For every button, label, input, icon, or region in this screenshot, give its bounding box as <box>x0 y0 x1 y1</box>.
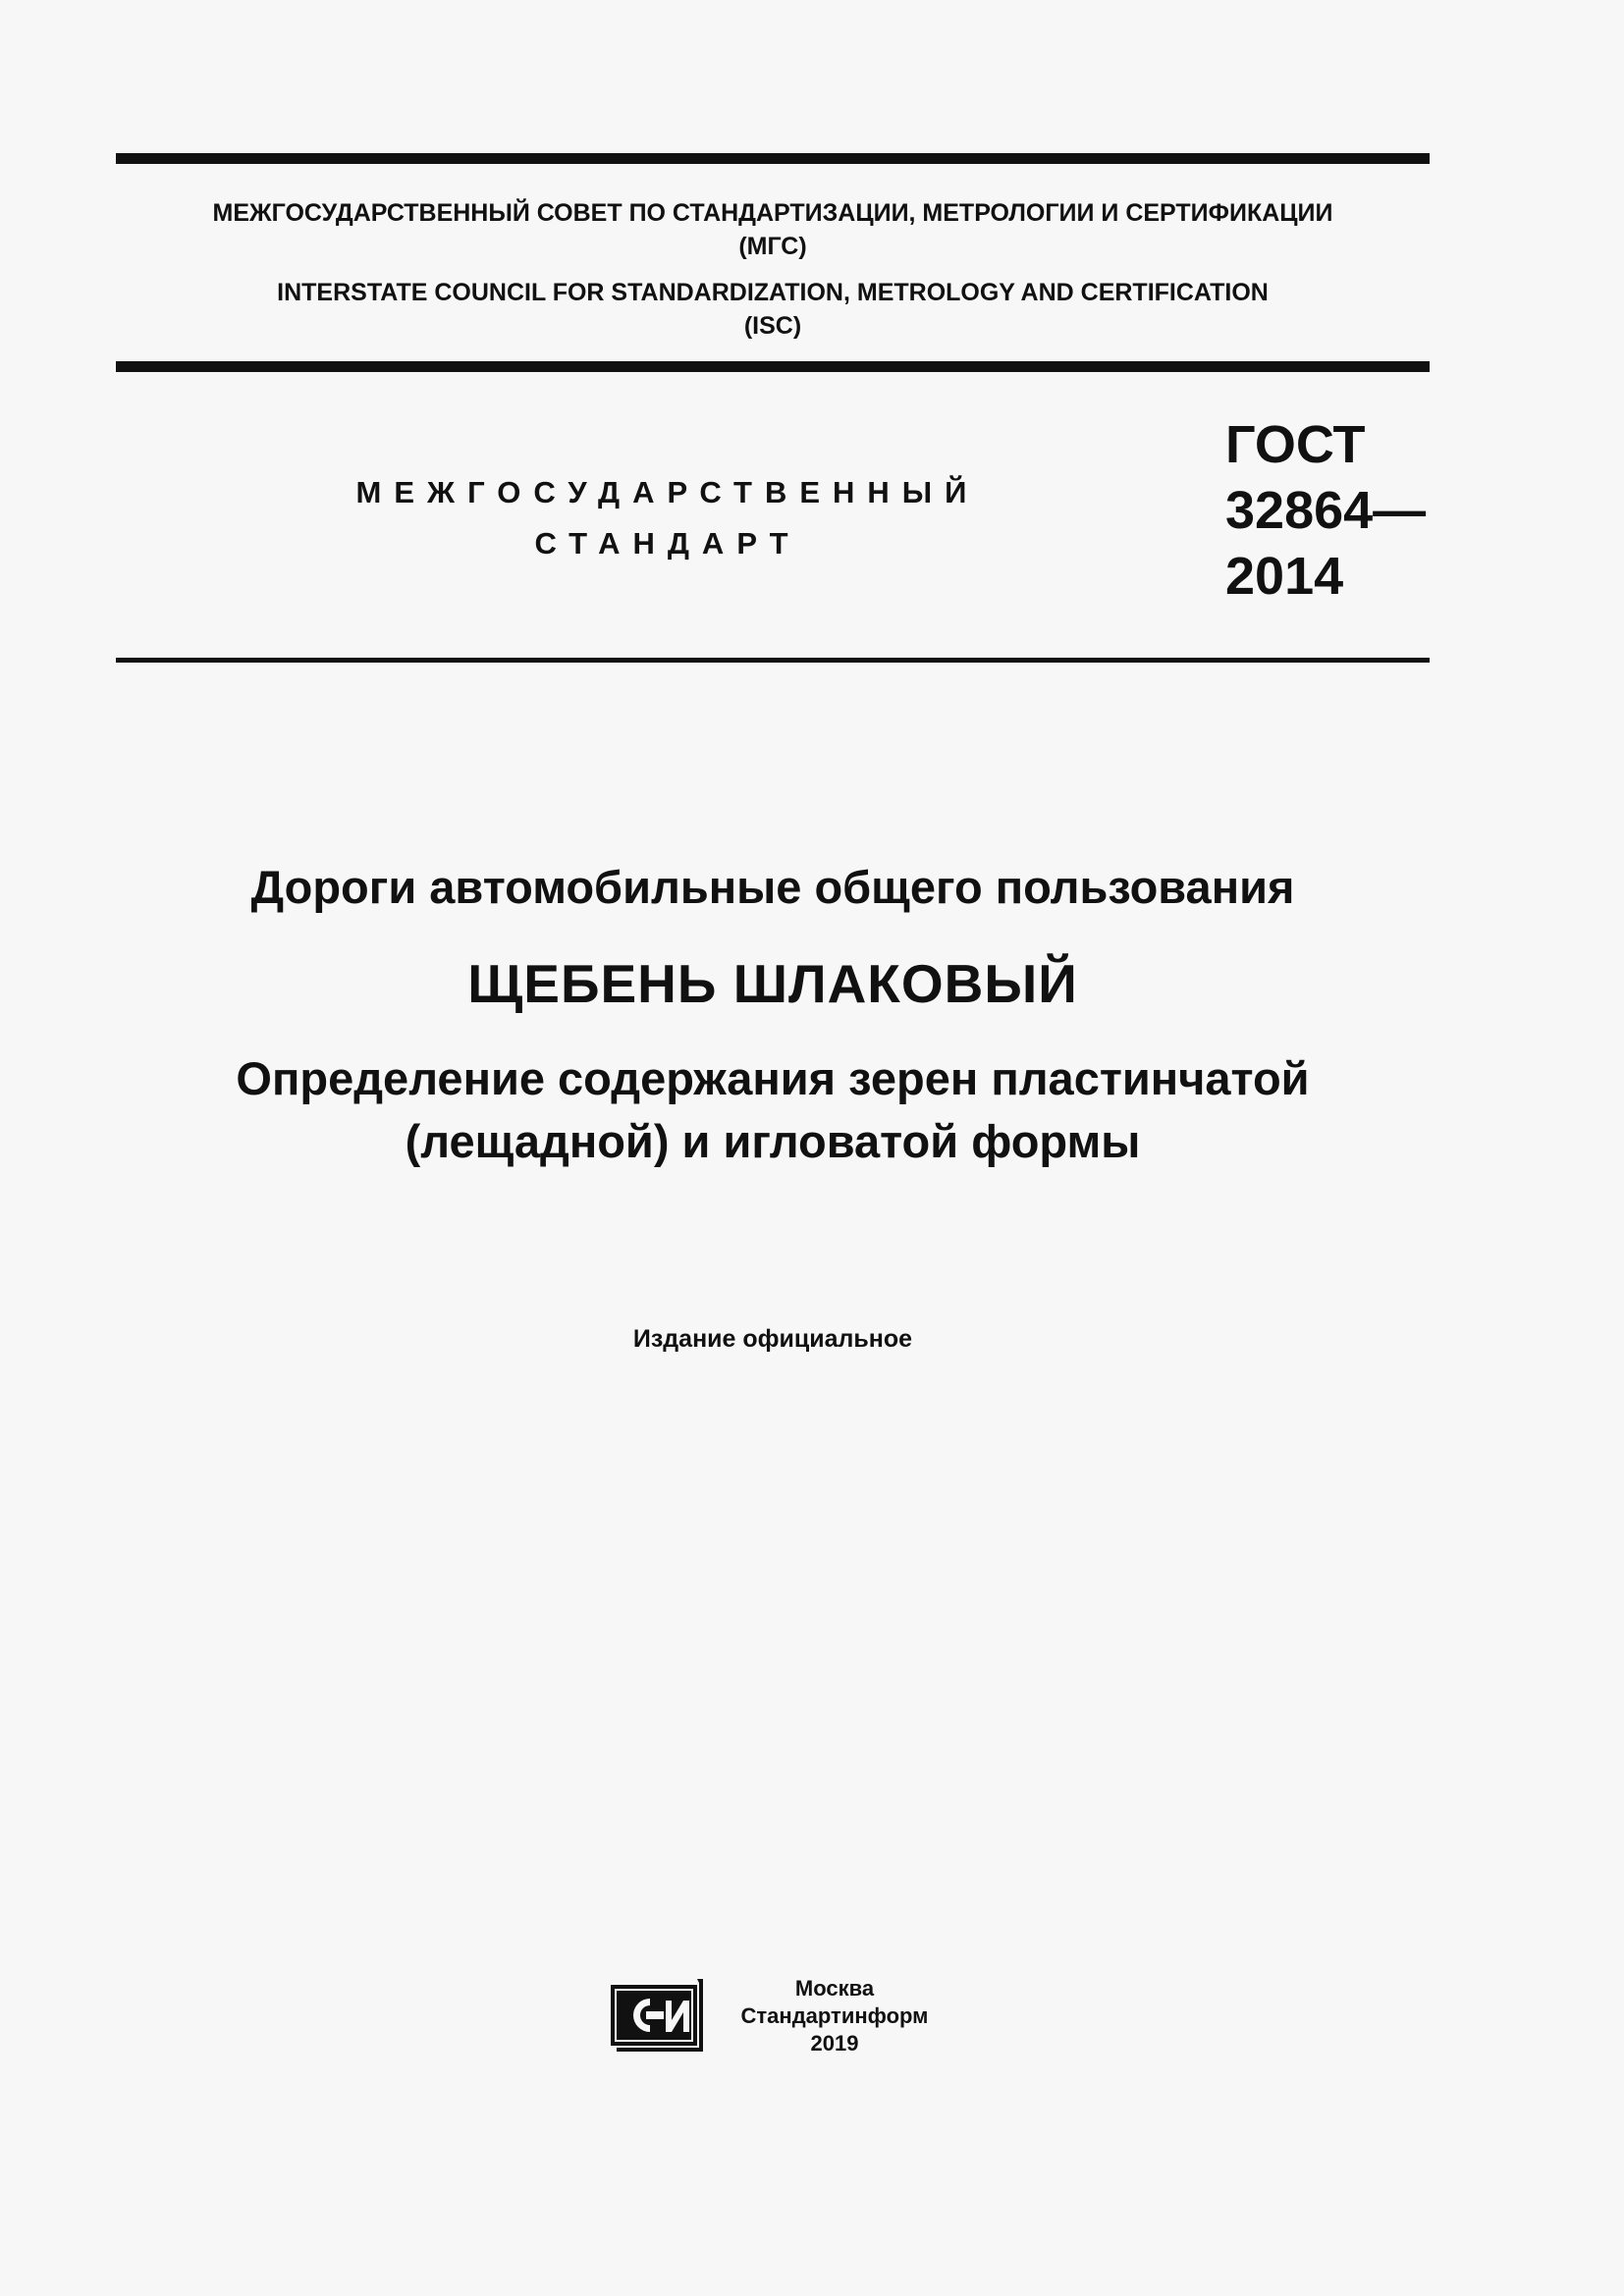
standard-designation <box>1225 412 1426 610</box>
title-main: ЩЕБЕНЬ ШЛАКОВЫЙ <box>467 953 1078 1014</box>
publisher-name: Стандартинформ <box>740 2003 929 2028</box>
top-rule <box>116 153 1430 164</box>
standard-type-line2: СТАНДАРТ <box>534 526 801 561</box>
standartinform-logo-icon <box>611 1979 703 2052</box>
standard-type-line1: МЕЖГОСУДАРСТВЕННЫЙ <box>355 475 980 509</box>
designation-line1: ГОСТ <box>1225 415 1366 474</box>
title-sub-line1: Определение содержания зерен пластинчатой <box>236 1052 1310 1104</box>
designation-line3: 2014 <box>1225 547 1344 606</box>
council-ru-line1: МЕЖГОСУДАРСТВЕННЫЙ СОВЕТ ПО СТАНДАРТИЗАЦИИ, МЕТРОЛОГИИ И СЕРТИФИКАЦИИ <box>212 199 1333 227</box>
edition-label: Издание официальное <box>632 1325 913 1353</box>
council-en-line1: INTERSTATE COUNCIL FOR STANDARDIZATION, METROLOGY AND CERTIFICATION <box>277 279 1269 306</box>
middle-rule <box>116 361 1430 372</box>
council-name-ru <box>116 196 1430 263</box>
title-sub <box>116 1047 1430 1173</box>
publisher-year: 2019 <box>810 2031 859 2056</box>
designation-line2: 32864— <box>1225 481 1427 540</box>
title-sub-line2: (лещадной) и игловатой формы <box>405 1115 1141 1167</box>
title-group: Дороги автомобильные общего пользования <box>250 861 1295 913</box>
standard-type <box>353 467 982 569</box>
publisher-info <box>717 1975 952 2057</box>
publisher-city: Москва <box>794 1976 875 2001</box>
council-ru-abbrev: (МГС) <box>738 233 807 260</box>
bottom-rule <box>116 658 1430 663</box>
council-name-en <box>116 276 1430 343</box>
council-en-abbrev: (ISC) <box>743 312 802 340</box>
